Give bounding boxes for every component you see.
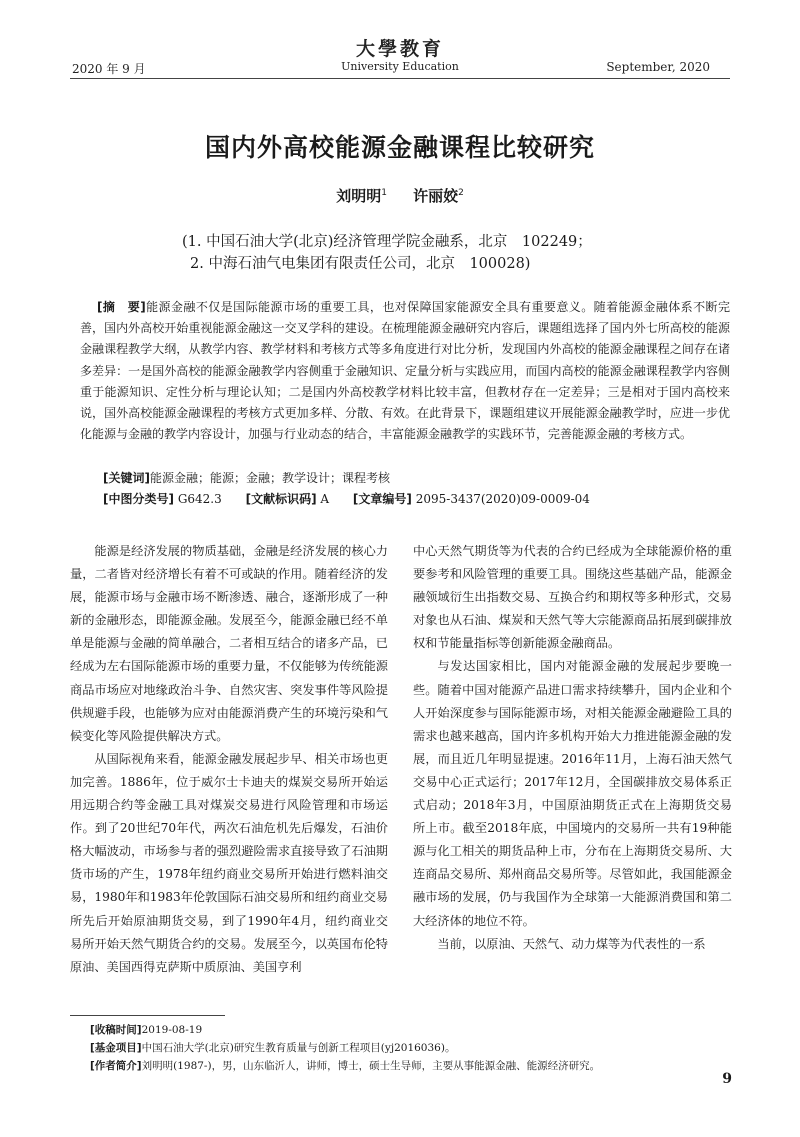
article-title: 国内外高校能源金融课程比较研究 [204,133,595,162]
body-paragraph: 能源是经济发展的物质基础，金融是经济发展的核心力量，二者皆对经济增长有着不可或缺的作用。随着经济的发展，能源市场与金融市场不断渗透、融合，逐渐形成了一种新的金融形态，即能源金融。发展至今，能源金融已经不单单是能源与金融的简单融合，二者相互结合的诸多产品，已经成为左右国际能源市场的重要力量，不仅能够为传统能源商品市场应对地缘政治斗争、自然灾害、突发事件等风险提供规避手段，也能够为应对由能源消费产生的环境污染和气候变化等风险提供解决方式。 [70,544,388,743]
author-marker: 1 [381,188,387,198]
abstract [80,297,730,445]
body-paragraph: 从国际视角来看，能源金融发展起步早、相关市场也更加完善。1886年，位于威尔士卡迪夫的煤炭交易所开始运用远期合约等金融工具对煤炭交易进行风险管理和市场运作。到了20世纪70年代，两次石油危机先后爆发，石油价格大幅波动，市场参与者的强烈避险需求直接导致了石油期货市场的产生，1978年纽约商业交易所开始进行燃料油交易，1980年和1983年伦敦国际石油交易所和纽约商业交易所先后开始原油期货交易，到了1990年4月，纽约商业交易所开始天然气期货合约的交易。发展至今，以英国布伦特原油、美国西得克萨斯中质原油、美国亨利 [70,751,388,974]
abstract-label: [摘 要] [96,300,146,314]
author-name: 许丽姣 [413,187,459,205]
body-paragraph: 中心天然气期货等为代表的合约已经成为全球能源价格的重要参考和风险管理的重要工具。围绕这些基础产品，能源金融领域衍生出指数交易、互换合约和期权等多种形式，交易对象也从石油、煤炭和天然气等大宗能源商品拓展到碳排放权和节能量指标等创新能源金融商品。 [413,544,732,651]
keywords [103,469,390,486]
footnote-value: 中国石油大学(北京)研究生教育质量与创新工程项目(yj2016036)。 [141,1042,456,1054]
body-column-right [413,540,732,956]
affiliation-2: 2. 中海石油气电集团有限责任公司，北京 100028) [190,256,531,272]
footnote-value: 2019-08-19 [141,1024,203,1036]
classification-line [103,490,610,507]
footnote-label: [作者简介] [90,1060,142,1072]
body-paragraph: 当前，以原油、天然气、动力煤等为代表性的一系 [437,936,706,951]
keywords-text: 能源金融；能源；金融；教学设计；课程考核 [149,471,390,485]
author-marker: 2 [458,188,464,198]
footnote-fund [90,1039,455,1057]
footnote-rule [70,1015,225,1016]
footnote-value: 刘明明(1987-)，男，山东临沂人，讲师，博士，硕士生导师，主要从事能源金融、能源经济研究。 [141,1060,601,1072]
keywords-label: [关键词] [103,471,150,485]
header-rule [70,78,730,79]
author-line [0,185,800,206]
issue-date-en: September, 2020 [606,60,710,74]
journal-name-en: University Education [341,60,459,73]
clc-label: [中图分类号] [103,492,174,506]
affiliation-1: (1. 中国石油大学(北京)经济管理学院金融系，北京 102249； [182,234,592,250]
body-paragraph: 与发达国家相比，国内对能源金融的发展起步要晚一些。随着中国对能源产品进口需求持续攀升，国内企业和个人开始深度参与国际能源市场，对相关能源金融避险工具的需求也越来越高，国内许多机构开始大力推进能源金融的发展，而且近几年明显提速。2016年11月，上海石油天然气交易中心正式运行；2017年12月，全国碳排放交易体系正式启动；2018年3月，中国原油期货正式在上海期货交易所上市。截至2018年底，中国境内的交易所一共有19种能源与化工相关的期货品种上市，分布在上海期货交易所、大连商品交易所、郑州商品交易所等。尽管如此，我国能源金融市场的发展，仍与我国作为全球第一大能源消费国和第二大经济体的地位不符。 [413,659,732,928]
issue-date-cn: 2020 年 9 月 [72,62,146,76]
article-no-label: [文章编号] [352,492,412,506]
body-column-left [70,540,388,979]
page-number: 9 [722,1071,732,1087]
footnote-received [90,1021,202,1039]
footnote-label: [基金项目] [90,1042,142,1054]
abstract-text: 能源金融不仅是国际能源市场的重要工具，也对保障国家能源安全具有重要意义。随着能源金融体系不断完善，国内外高校开始重视能源金融这一交叉学科的建设。在梳理能源金融研究内容后，课题组选择了国内外七所高校的能源金融课程教学大纲，从教学内容、教学材料和考核方式等多角度进行对比分析，发现国内外高校的能源金融课程之间存在诸多差异：一是国外高校的能源金融教学内容侧重于金融知识、定量分析与实践应用，而国内高校的能源金融课程教学内容侧重于能源知识、定性分析与理论认知；二是国内外高校教学材料比较丰富，但教材存在一定差异；三是相对于国内高校来说，国外高校能源金融课程的考核方式更加多样、分散、有效。在此背景下，课题组建议开展能源金融教学时，应进一步优化能源与金融的教学内容设计，加强与行业动态的结合，丰富能源金融教学的实践环节，完善能源金融的考核方式。 [80,300,730,442]
doc-code-label: [文献标识码] [245,492,317,506]
author-name: 刘明明 [336,187,382,205]
doc-code-value: A [320,492,330,506]
journal-logo: 大學教育 [355,38,444,60]
article-no-value: 2095-3437(2020)09-0009-04 [415,492,590,506]
clc-value: G642.3 [177,492,222,506]
footnote-author [90,1057,600,1075]
footnote-label: [收稿时间] [90,1024,142,1036]
